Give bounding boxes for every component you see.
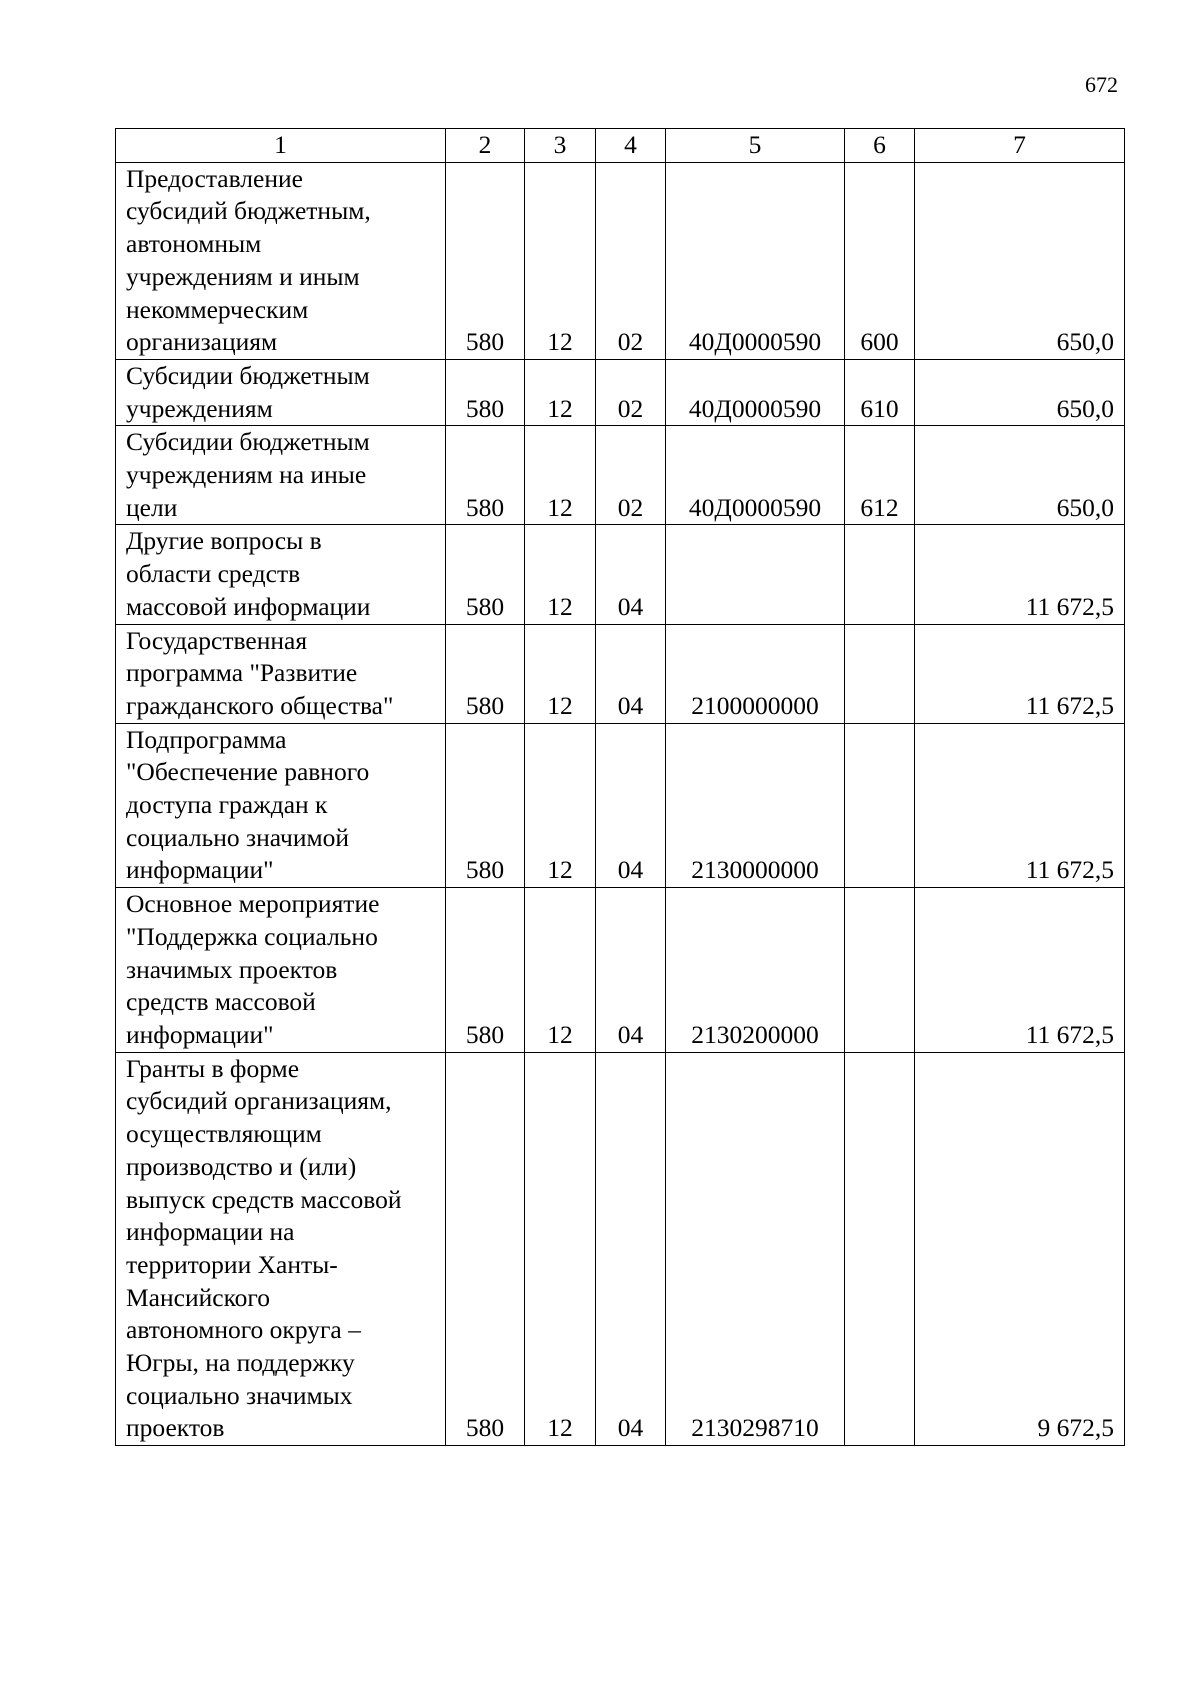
header-col-1: 1 [116, 129, 446, 163]
amount-cell: 11 672,5 [915, 624, 1125, 723]
row-name-line: производство и (или) [126, 1151, 357, 1181]
expense-type-cell [845, 723, 915, 888]
row-name-line: информации" [126, 1019, 274, 1049]
row-name-line: организациям [126, 327, 278, 357]
page-number: 672 [1085, 72, 1118, 97]
row-name-line: области средств [126, 559, 301, 589]
subsection-cell: 04 [596, 723, 666, 888]
section-cell: 12 [525, 359, 596, 425]
row-name-line: Мансийского [126, 1282, 270, 1312]
amount-cell: 650,0 [915, 162, 1125, 359]
row-name-cell [116, 426, 446, 525]
row-name-line: Основное мероприятие [126, 889, 380, 919]
section-cell: 12 [525, 888, 596, 1053]
expense-type-cell [845, 525, 915, 624]
row-name-line: социально значимой [126, 822, 350, 852]
row-name-line: учреждениям [126, 393, 273, 423]
row-name-line: субсидий организациям, [126, 1086, 392, 1116]
table-row [116, 624, 1125, 723]
target-article-cell [666, 525, 845, 624]
row-name-line: Предоставление [126, 163, 303, 193]
row-name-line: Государственная [126, 625, 308, 655]
expense-type-cell [845, 1052, 915, 1445]
target-article-cell: 2130298710 [666, 1052, 845, 1445]
subsection-cell: 04 [596, 888, 666, 1053]
table-row [116, 359, 1125, 425]
subsection-cell: 02 [596, 426, 666, 525]
row-name-line: Гранты в форме [126, 1053, 300, 1083]
table-header-row [116, 129, 1125, 163]
target-article-cell: 2100000000 [666, 624, 845, 723]
row-name-line: Субсидии бюджетным [126, 360, 370, 390]
admin-code-cell: 580 [446, 162, 525, 359]
amount-cell: 11 672,5 [915, 888, 1125, 1053]
expense-type-cell [845, 624, 915, 723]
row-name-line: доступа граждан к [126, 790, 328, 820]
amount-cell: 11 672,5 [915, 723, 1125, 888]
row-name-line: автономным [126, 229, 262, 259]
row-name-line: массовой информации [126, 591, 371, 621]
target-article-cell: 40Д0000590 [666, 162, 845, 359]
row-name-line: Субсидии бюджетным [126, 427, 370, 457]
section-cell: 12 [525, 426, 596, 525]
admin-code-cell: 580 [446, 426, 525, 525]
expense-type-cell: 600 [845, 162, 915, 359]
admin-code-cell: 580 [446, 723, 525, 888]
row-name-line: цели [126, 492, 178, 522]
row-name-line: Другие вопросы в [126, 526, 322, 556]
amount-cell: 9 672,5 [915, 1052, 1125, 1445]
row-name-line: территории Ханты- [126, 1249, 338, 1279]
expense-type-cell [845, 888, 915, 1053]
row-name-cell [116, 162, 446, 359]
header-col-3: 3 [525, 129, 596, 163]
row-name-line: Подпрограмма [126, 724, 287, 754]
row-name-line: информации на [126, 1217, 295, 1247]
amount-cell: 650,0 [915, 359, 1125, 425]
admin-code-cell: 580 [446, 624, 525, 723]
row-name-line: "Обеспечение равного [126, 757, 370, 787]
admin-code-cell: 580 [446, 1052, 525, 1445]
expense-type-cell: 610 [845, 359, 915, 425]
row-name-line: осуществляющим [126, 1119, 322, 1149]
subsection-cell: 04 [596, 624, 666, 723]
row-name-line: учреждениям на иные [126, 460, 367, 490]
subsection-cell: 02 [596, 359, 666, 425]
admin-code-cell: 580 [446, 525, 525, 624]
row-name-line: средств массовой [126, 987, 316, 1017]
row-name-line: "Поддержка социально [126, 921, 378, 951]
section-cell: 12 [525, 723, 596, 888]
row-name-line: автономного округа – [126, 1315, 361, 1345]
expense-type-cell: 612 [845, 426, 915, 525]
subsection-cell: 04 [596, 1052, 666, 1445]
row-name-cell [116, 723, 446, 888]
budget-table [115, 128, 1125, 1446]
row-name-line: программа "Развитие [126, 658, 358, 688]
header-col-6: 6 [845, 129, 915, 163]
target-article-cell: 2130200000 [666, 888, 845, 1053]
admin-code-cell: 580 [446, 888, 525, 1053]
table-row [116, 723, 1125, 888]
header-col-7: 7 [915, 129, 1125, 163]
target-article-cell: 40Д0000590 [666, 426, 845, 525]
row-name-line: выпуск средств массовой [126, 1184, 402, 1214]
header-col-5: 5 [666, 129, 845, 163]
section-cell: 12 [525, 1052, 596, 1445]
admin-code-cell: 580 [446, 359, 525, 425]
amount-cell: 650,0 [915, 426, 1125, 525]
subsection-cell: 02 [596, 162, 666, 359]
header-col-2: 2 [446, 129, 525, 163]
row-name-line: Югры, на поддержку [126, 1348, 355, 1378]
row-name-cell [116, 624, 446, 723]
section-cell: 12 [525, 162, 596, 359]
section-cell: 12 [525, 525, 596, 624]
section-cell: 12 [525, 624, 596, 723]
row-name-line: гражданского общества" [126, 690, 394, 720]
row-name-cell [116, 1052, 446, 1445]
table-row [116, 1052, 1125, 1445]
table-row [116, 426, 1125, 525]
row-name-line: некоммерческим [126, 294, 309, 324]
target-article-cell: 2130000000 [666, 723, 845, 888]
row-name-line: проектов [126, 1413, 225, 1443]
row-name-line: значимых проектов [126, 954, 338, 984]
target-article-cell: 40Д0000590 [666, 359, 845, 425]
row-name-line: субсидий бюджетным, [126, 196, 371, 226]
row-name-line: информации" [126, 855, 274, 885]
row-name-line: учреждениям и иным [126, 261, 360, 291]
row-name-cell [116, 525, 446, 624]
table-row [116, 162, 1125, 359]
header-col-4: 4 [596, 129, 666, 163]
table-row [116, 888, 1125, 1053]
table-row [116, 525, 1125, 624]
subsection-cell: 04 [596, 525, 666, 624]
amount-cell: 11 672,5 [915, 525, 1125, 624]
row-name-cell [116, 359, 446, 425]
row-name-cell [116, 888, 446, 1053]
row-name-line: социально значимых [126, 1380, 353, 1410]
